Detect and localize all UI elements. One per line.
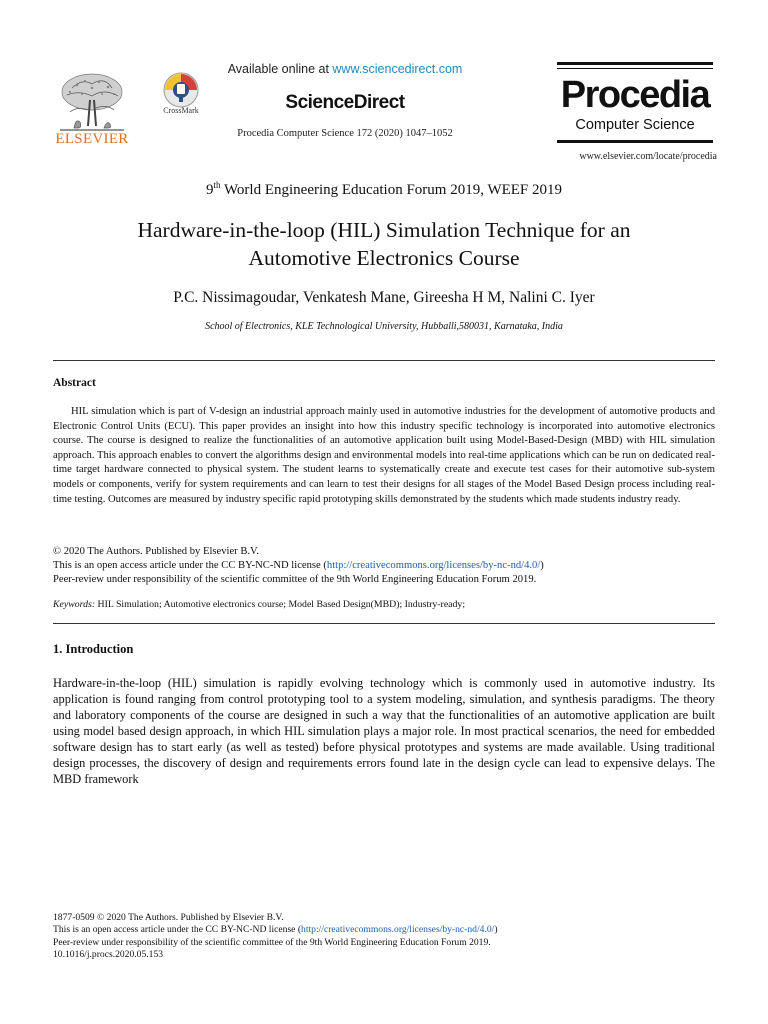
page-footer xyxy=(53,912,715,962)
available-online-prefix: Available online at xyxy=(227,62,333,76)
conference-line xyxy=(0,180,768,199)
keywords-line xyxy=(53,599,715,610)
journal-url[interactable]: www.elsevier.com/locate/procedia xyxy=(579,151,717,162)
paper-title-line-1: Hardware-in-the-loop (HIL) Simulation Technique for an xyxy=(137,218,631,242)
section-heading-introduction: 1. Introduction xyxy=(53,642,134,656)
abstract-body: HIL simulation which is part of V-design an industrial approach mainly used in automotive industries for the development of automotive products and Electronic Control Units (ECU). This paper provides an insight into how this industry specific technology is incorporated into automotive electronics course. The course is designed to realize the functionalities of an automotive application built using Model-Based-Design (MBD) with HIL simulation approach. This approach enables to convert the algorithms design and environmental models into real-time applications which can be run on dedicated real-time target hardware connected to physical system. The student learns to systematically create and execute test cases for their automotive sub-system models or components, verify for system requirements and can learn to test their designs for all stages of the Model Based Design process including real-time testing. Outcomes are measured by industry specific rapid prototyping skills demonstrated by the students which made students industry ready. xyxy=(53,406,715,505)
license-line xyxy=(53,559,715,573)
forum-name: World Engineering Education Forum 2019, WEEF 2019 xyxy=(220,182,563,198)
divider-top xyxy=(53,360,715,361)
forum-number: 9 xyxy=(205,182,214,198)
copyright-line: © 2020 The Authors. Published by Elsevier B.V. xyxy=(53,546,259,557)
license-suffix: ) xyxy=(540,560,544,572)
footer-license-prefix: This is an open access article under the CC BY-NC-ND license ( xyxy=(53,924,302,936)
procedia-title: Procedia xyxy=(560,74,710,116)
keywords-label: Keywords: xyxy=(53,599,96,610)
keywords-text: HIL Simulation; Automotive electronics course; Model Based Design(MBD); Industry-ready; xyxy=(95,599,466,610)
footer-license-link[interactable]: http://creativecommons.org/licenses/by-nc-nd/4.0/ xyxy=(301,924,495,936)
procedia-bottom-rule xyxy=(557,140,713,143)
paper-title xyxy=(60,216,708,272)
sciencedirect-link[interactable]: www.sciencedirect.com xyxy=(332,62,463,76)
procedia-top-rule-thin xyxy=(557,68,713,69)
peer-review-line: Peer-review under responsibility of the scientific committee of the 9th World Engineering Education Forum 2019. xyxy=(53,574,537,586)
procedia-subtitle: Computer Science xyxy=(575,117,695,133)
sciencedirect-title: ScienceDirect xyxy=(285,92,405,113)
license-link[interactable]: http://creativecommons.org/licenses/by-nc-nd/4.0/ xyxy=(326,560,541,572)
forum-ordinal: th xyxy=(213,180,221,190)
procedia-top-rule xyxy=(557,62,713,65)
footer-license-line xyxy=(53,924,715,936)
footer-license-suffix: ) xyxy=(494,924,498,936)
introduction-body: Hardware-in-the-loop (HIL) simulation is rapidly evolving technology which is commonly used in automotive industry. Its application is found ranging from control prototyping tool to a system modeling, simulation, and synthesis paradigms. The theory and laboratory components of the course are designed in such a way that the functionalities of an automotive application are built using model based design approach, in which HIL simulation plays a major role. In most practical scenarios, the need for embedded software design has to start early (as well as tested) before physical prototypes and systems are made available. Using traditional design processes, the discovery of design and requirements errors found late in the design cycle can lead to expensive delays. The MBD framework xyxy=(53,676,715,786)
publisher-wordmark: ELSEVIER xyxy=(55,131,129,147)
copyright-block xyxy=(53,545,715,588)
affiliation: School of Electronics, KLE Technological University, Hubballi,580031, Karnataka, India xyxy=(205,321,563,332)
footer-doi[interactable]: 10.1016/j.procs.2020.05.153 xyxy=(53,949,164,961)
journal-citation: Procedia Computer Science 172 (2020) 1047–1052 xyxy=(237,128,453,139)
paper-title-line-2: Automotive Electronics Course xyxy=(248,246,520,270)
available-online-line xyxy=(200,62,490,76)
author-list: P.C. Nissimagoudar, Venkatesh Mane, Gireesha H M, Nalini C. Iyer xyxy=(173,289,595,306)
license-prefix: This is an open access article under the CC BY-NC-ND license ( xyxy=(53,560,327,572)
divider-bottom xyxy=(53,623,715,624)
footer-issn-line: 1877-0509 © 2020 The Authors. Published by Elsevier B.V. xyxy=(53,912,284,923)
abstract-heading: Abstract xyxy=(53,377,96,389)
footer-peer-review-line: Peer-review under responsibility of the scientific committee of the 9th World Engineering Education Forum 2019. xyxy=(53,936,491,948)
crossmark-label: CrossMark xyxy=(163,106,199,115)
